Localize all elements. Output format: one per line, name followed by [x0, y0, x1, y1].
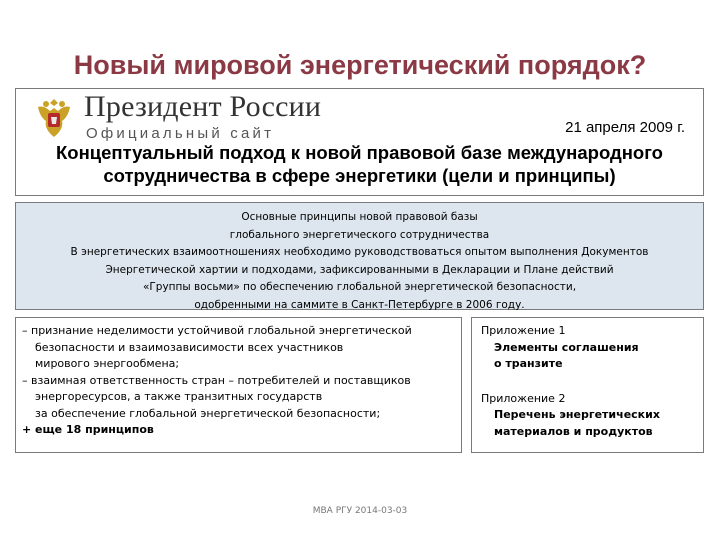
site-name: Президент России	[84, 90, 322, 123]
slide-footer: МВА РГУ 2014-03-03	[312, 506, 408, 516]
annex-1-title-line-1: Элементы соглашения	[494, 340, 639, 354]
principle-line: за обеспечение глобальной энергетической безопасности;	[35, 406, 381, 420]
site-subtitle: Официальный сайт	[86, 125, 275, 142]
annex-1-title-line-2: о транзите	[494, 357, 563, 370]
header-box	[15, 88, 704, 196]
annex-1-label: Приложение 1	[481, 324, 566, 337]
principles-body-line: одобренными на саммите в Санкт-Петербурге в 2006 году.	[194, 298, 525, 311]
annex-2-title-line-2: материалов и продуктов	[494, 424, 653, 438]
principle-line: энергоресурсов, а также транзитных государств	[35, 390, 323, 403]
annex-2-title-line-1: Перечень энергетических	[494, 408, 660, 421]
principles-body-line: Энергетической хартии и подходами, зафиксированными в Декларации и Плане действий	[105, 263, 614, 276]
principles-body-line: «Группы восьми» по обеспечению глобальной энергетической безопасности,	[142, 281, 577, 293]
principles-heading-line-1: Основные принципы новой правовой базы	[241, 211, 478, 223]
annexes-box	[471, 317, 704, 453]
annex-2-label: Приложение 2	[481, 391, 566, 405]
document-heading-line-2: сотрудничества в сфере энергетики (цели и принципы)	[103, 165, 616, 186]
document-heading	[16, 141, 703, 187]
principles-body-line: В энергетических взаимоотношениях необходимо руководствоваться опытом выполнения Документов	[70, 246, 649, 258]
document-heading-line-1: Концептуальный подход к новой правовой базе международного	[56, 142, 663, 163]
slide-title: Новый мировой энергетический порядок?	[73, 50, 647, 80]
principles-list-box	[15, 317, 462, 453]
russian-coat-of-arms-icon	[34, 95, 74, 141]
principles-heading-line-2: глобального энергетического сотрудничества	[229, 228, 490, 241]
principle-line: – признание неделимости устойчивой глобальной энергетической	[22, 324, 412, 337]
principle-line: мирового энергообмена;	[35, 357, 180, 370]
principle-line: безопасности и взаимозависимости всех участников	[35, 340, 344, 354]
document-date: 21 апреля 2009 г.	[565, 119, 685, 136]
more-principles-note: + еще 18 принципов	[22, 423, 154, 436]
principles-box	[15, 202, 704, 310]
principle-line: – взаимная ответственность стран – потребителей и поставщиков	[22, 373, 411, 387]
